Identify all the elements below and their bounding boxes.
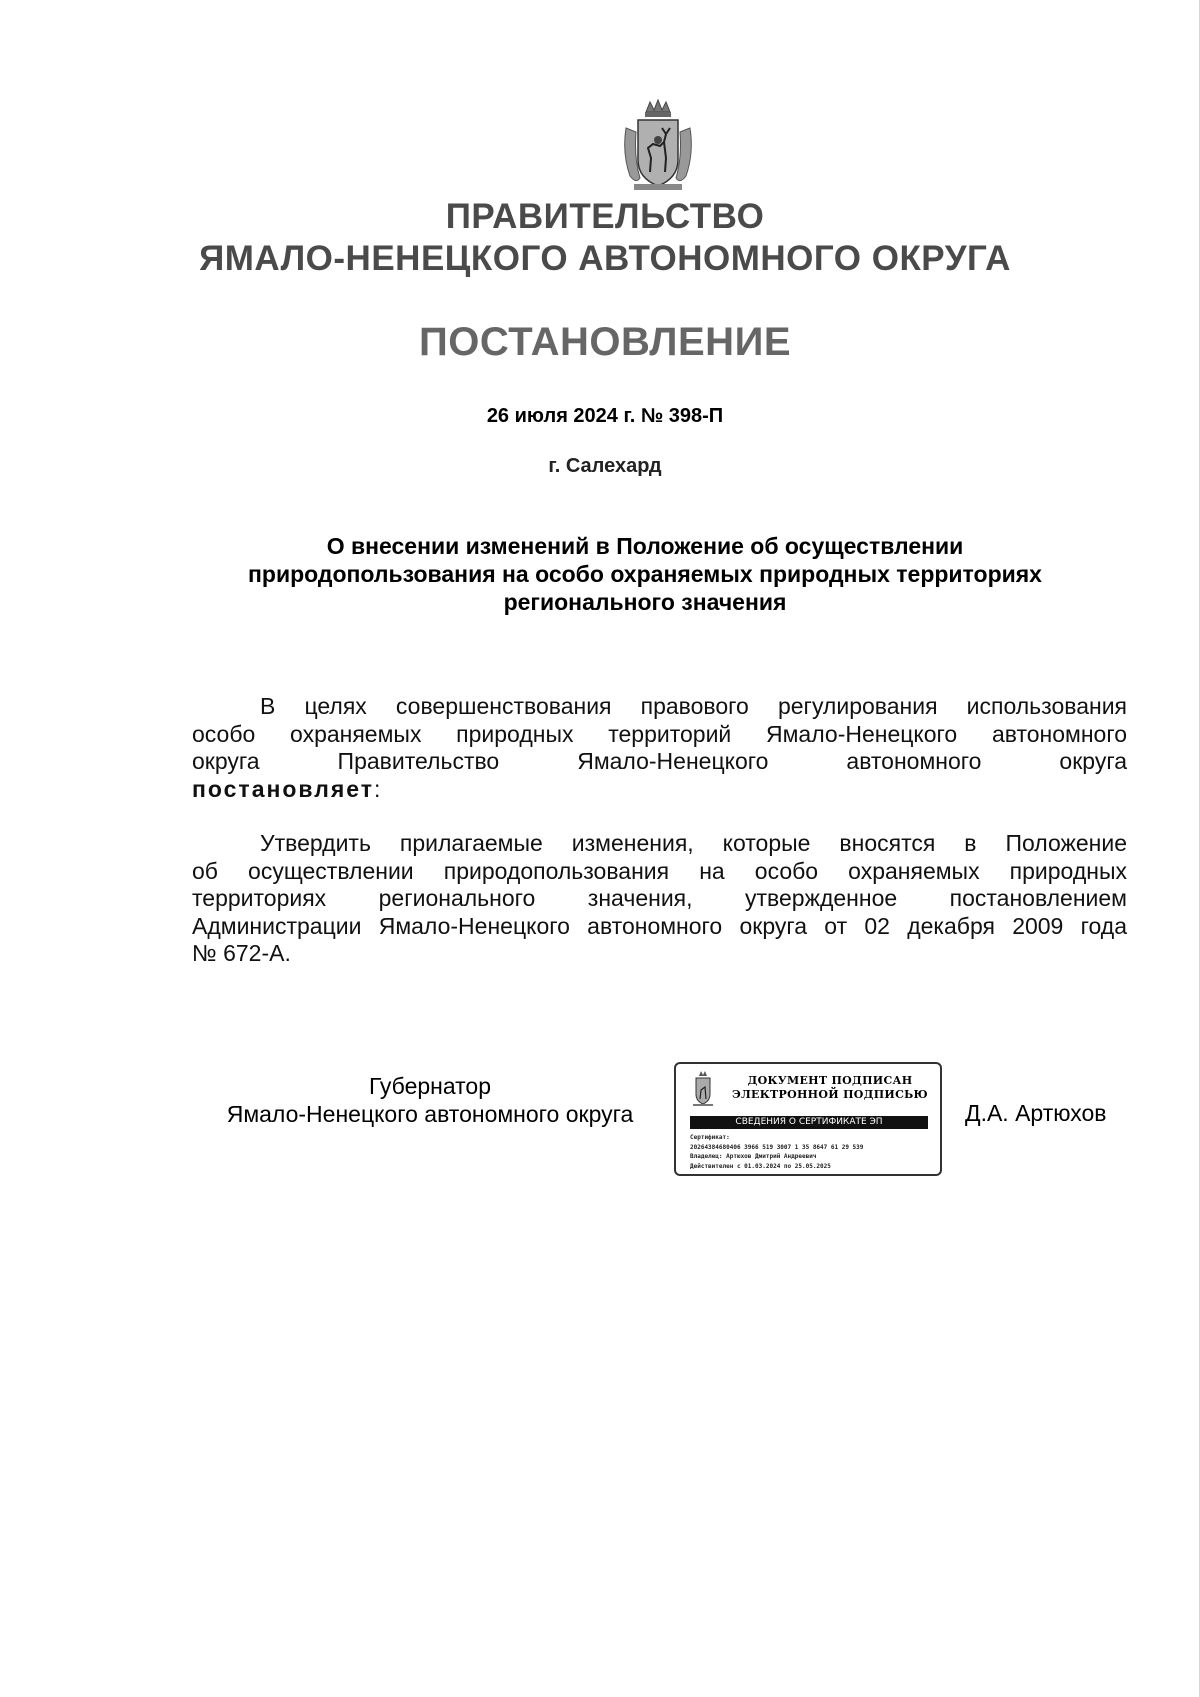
- stamp-certificate-details: [690, 1133, 930, 1171]
- document-title: [190, 532, 1070, 616]
- resolves-word: постановляет: [192, 775, 375, 802]
- paragraph-line: округа Правительство Ямало-Ненецкого автономного округа: [192, 748, 1127, 774]
- signatory-position: [200, 1072, 660, 1128]
- position-line-2: Ямало-Ненецкого автономного округа: [226, 1101, 634, 1127]
- position-line-1: Губернатор: [368, 1073, 492, 1099]
- title-line-1: О внесении изменений в Положение об осуществлении: [326, 533, 964, 559]
- cert-label: Сертификат:: [690, 1134, 730, 1141]
- cert-validity: Действителен с 01.03.2024 по 25.05.2025: [690, 1162, 831, 1170]
- paragraph-preamble: [192, 693, 1127, 803]
- title-line-2: природопользования на особо охраняемых природных территориях: [248, 561, 1042, 587]
- document-type: ПОСТАНОВЛЕНИЕ: [418, 320, 791, 364]
- org-line-2: ЯМАЛО-НЕНЕЦКОГО АВТОНОМНОГО ОКРУГА: [199, 239, 1011, 278]
- paragraph-line: В целях совершенствования правового регулирования использования: [260, 693, 1127, 719]
- paragraph-line: Утвердить прилагаемые изменения, которые вносятся в Положение: [260, 830, 1127, 856]
- stamp-title: [726, 1074, 934, 1102]
- paragraph-resolution: [192, 830, 1127, 968]
- stamp-title-line-1: ДОКУМЕНТ ПОДПИСАН: [747, 1074, 913, 1087]
- stamp-certificate-header: СВЕДЕНИЯ О СЕРТИФИКАТЕ ЭП: [690, 1116, 928, 1129]
- organization-name: [0, 196, 1200, 280]
- paragraph-line: территориях регионального значения, утвержденное постановлением: [192, 885, 1127, 911]
- stamp-emblem-icon: [690, 1070, 716, 1108]
- city: г. Салехард: [548, 455, 662, 477]
- paragraph-line: об осуществлении природопользования на особо охраняемых природных: [192, 857, 1127, 884]
- stamp-title-line-2: ЭЛЕКТРОННОЙ ПОДПИСЬЮ: [731, 1088, 929, 1101]
- cert-owner: Владелец: Артюхов Дмитрий Андреевич: [690, 1153, 817, 1160]
- paragraph-line: [192, 776, 1127, 804]
- paragraph-line: Администрации Ямало-Ненецкого автономного округа от 02 декабря 2009 года: [192, 912, 1127, 939]
- cert-number: 20264384680406 3966 519 3007 1 35 8647 61 29 539: [690, 1143, 864, 1151]
- org-line-1: ПРАВИТЕЛЬСТВО: [445, 197, 765, 236]
- paragraph-line: особо охраняемых природных территорий Ямало-Ненецкого автономного: [192, 720, 1127, 747]
- coat-of-arms-icon: [620, 98, 696, 194]
- title-line-3: регионального значения: [503, 589, 787, 615]
- paragraph-line: № 672-А.: [192, 940, 291, 966]
- date-and-number: 26 июля 2024 г. № 398-П: [486, 405, 724, 427]
- electronic-signature-stamp: [674, 1062, 942, 1176]
- signatory-name: Д.А. Артюхов: [965, 1100, 1107, 1126]
- colon: :: [374, 775, 381, 802]
